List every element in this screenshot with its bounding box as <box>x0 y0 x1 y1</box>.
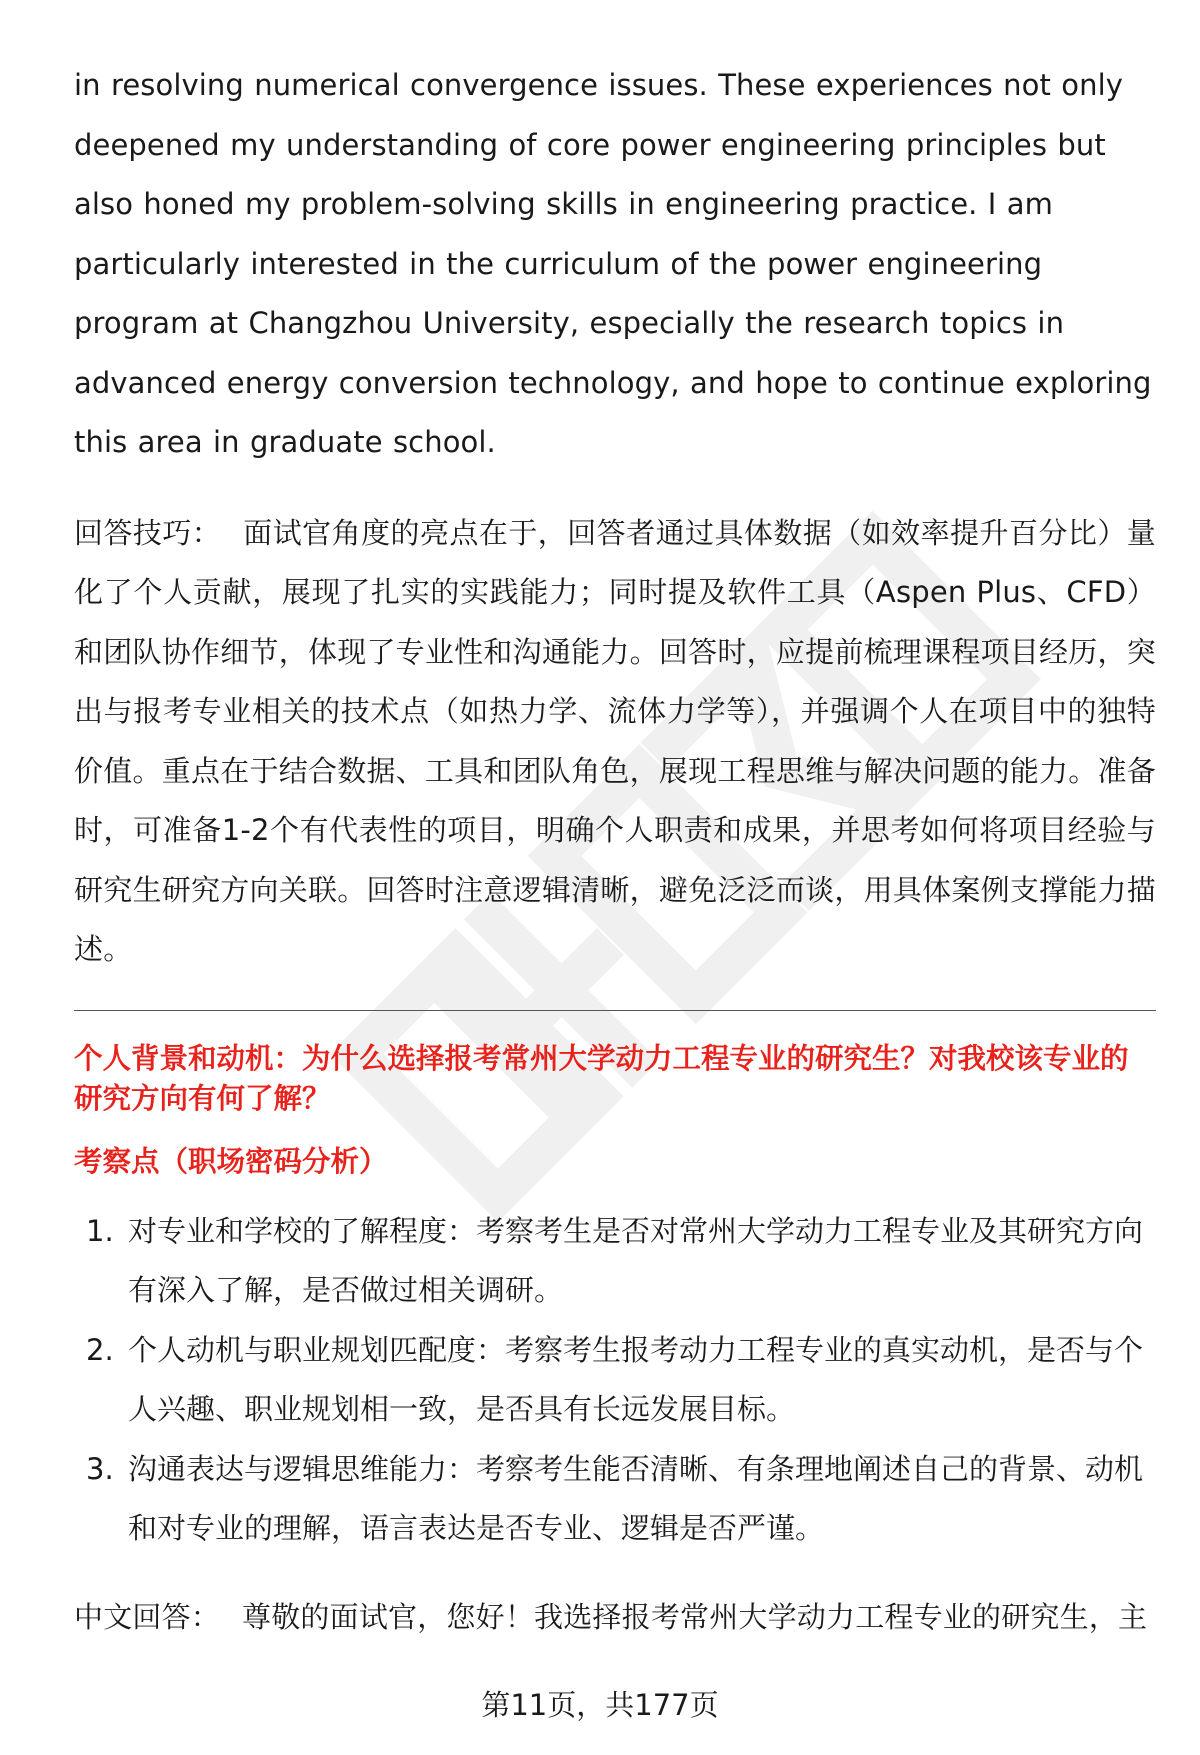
assessment-item <box>74 1202 1156 1321</box>
page-number-footer: 第11页，共177页 <box>481 1688 719 1722</box>
chinese-answer-text: 尊敬的面试官，您好！我选择报考常州大学动力工程专业的研究生，主 <box>242 1599 1148 1634</box>
answer-tip-paragraph <box>74 504 1156 980</box>
chinese-answer-paragraph <box>74 1588 1156 1648</box>
assessment-item-number: 3. <box>86 1451 114 1486</box>
assessment-item <box>74 1321 1156 1440</box>
assessment-item <box>74 1440 1156 1559</box>
assessment-item-number: 2. <box>86 1332 114 1367</box>
interview-question: 个人背景和动机：为什么选择报考常州大学动力工程专业的研究生？对我校该专业的研究方向有何了解？ <box>74 1041 1129 1115</box>
assessment-item-text: 对专业和学校的了解程度：考察考生是否对常州大学动力工程专业及其研究方向有深入了解，是否做过相关调研。 <box>128 1213 1144 1307</box>
assessment-heading: 考察点（职场密码分析） <box>74 1144 388 1178</box>
assessment-list <box>74 1202 1156 1559</box>
assessment-item-text: 沟通表达与逻辑思维能力：考察考生能否清晰、有条理地阐述自己的背景、动机和对专业的理解，语言表达是否专业、逻辑是否严谨。 <box>128 1451 1144 1545</box>
answer-tip-text: 面试官角度的亮点在于，回答者通过具体数据（如效率提升百分比）量化了个人贡献，展现了扎实的实践能力；同时提及软件工具（Aspen Plus、CFD）和团队协作细节，体现了专业性和沟通能力。回答时，应提前梳理课程项目经历，突出与报考专业相关的技术点（如热力学、流体力学等），并强调个人在项目中的独特价值。重点在于结合数据、工具和团队角色，展现工程思维与解决问题的能力。准备时，可准备1-2个有代表性的项目，明确个人职责和成果，并思考如何将项目经验与研究生研究方向关联。回答时注意逻辑清晰，避免泛泛而谈，用具体案例支撑能力描述。 <box>74 515 1156 966</box>
assessment-item-text: 个人动机与职业规划匹配度：考察考生报考动力工程专业的真实动机，是否与个人兴趣、职业规划相一致，是否具有长远发展目标。 <box>128 1332 1144 1426</box>
section-divider <box>74 1010 1156 1011</box>
chinese-answer-label: 中文回答： <box>74 1599 221 1634</box>
answer-tip-label: 回答技巧： <box>74 515 222 550</box>
assessment-item-number: 1. <box>86 1213 114 1248</box>
intro-paragraph: in resolving numerical convergence issues. These experiences not only deepened my understanding of core power engineering principles but also honed my problem-solving skills in engineering practice. I am particularly interested in the curriculum of the power engineering program at Changzhou University, especially the research topics in advanced energy conversion technology, and hope to continue exploring this area in graduate school. <box>74 68 1152 459</box>
page-content <box>74 56 1156 1647</box>
